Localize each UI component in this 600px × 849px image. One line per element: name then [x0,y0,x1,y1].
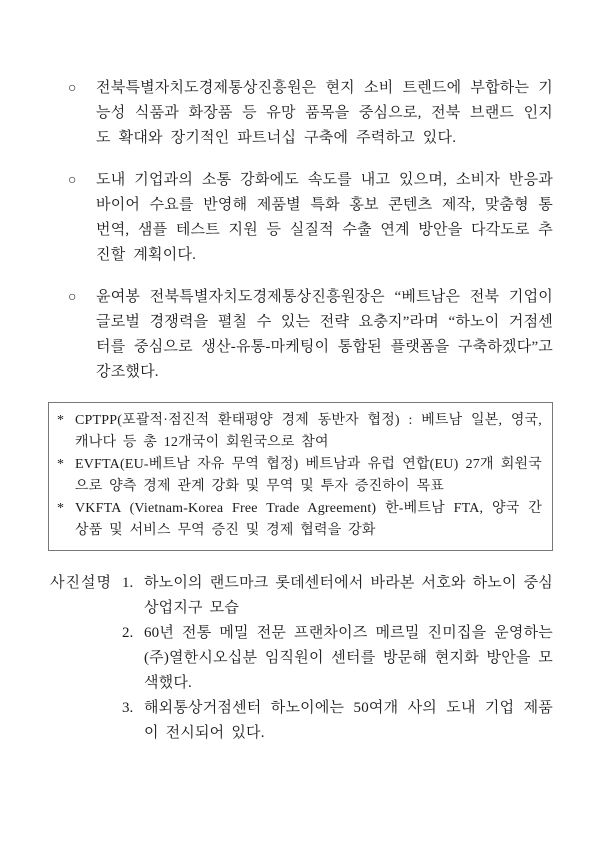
footnote-box [48,402,553,551]
footnote-item [57,454,542,498]
asterisk-marker-icon: * [57,457,64,472]
caption-text: 하노이의 랜드마크 롯데센터에서 바라본 서호와 하노이 중심 상업지구 모습 [143,575,553,616]
footnote-item [57,410,542,454]
asterisk-marker-icon: * [57,413,64,428]
caption-number: 3. [121,700,134,716]
photo-caption-label: 사진설명 [50,575,112,591]
footnote-text: CPTPP(포괄적·점진적 환태평양 경제 동반자 협정) : 베트남 일본, 영국, 캐나다 등 총 12개국이 회원국으로 참여 [75,413,542,450]
paragraph-text: 도내 기업과의 소통 강화에도 속도를 내고 있으며, 소비자 반응과 바이어 수요를 반영해 제품별 특화 홍보 콘텐츠 제작, 맞춤형 통번역, 샘플 테스트 지원 등 실질적 수출 연계 방안을 다각도로 추진할 계획이다. [96,172,553,263]
caption-text: 해외통상거점센터 하노이에는 50여개 사의 도내 기업 제품이 전시되어 있다. [143,700,553,741]
bullet-paragraph [68,76,553,151]
photo-caption-item [122,621,553,696]
photo-caption-item [122,696,553,746]
circle-bullet-icon: ○ [68,290,77,305]
footnote-item [57,498,542,542]
circle-bullet-icon: ○ [68,81,77,96]
caption-text: 60년 전통 메밀 전문 프랜차이즈 메르밀 진미집을 운영하는 (주)열한시오십분 임직원이 센터를 방문해 현지화 방안을 모색했다. [143,625,553,691]
bullet-paragraph [68,168,553,268]
footnote-text: EVFTA(EU-베트남 자유 무역 협정) 베트남과 유럽 연합(EU) 27개 회원국으로 양측 경제 관계 강화 및 무역 및 투자 증진하이 목표 [75,457,542,494]
paragraph-text: 윤여봉 전북특별자치도경제통상진흥원장은 “베트남은 전북 기업이 글로벌 경쟁력을 펼칠 수 있는 전략 요충지”라며 “하노이 거점센터를 중심으로 생산-유통-마케팅이 통합된 플랫폼을 구축하겠다”고 강조했다. [96,289,553,380]
photo-caption-list [122,571,553,746]
photo-caption-item [122,571,553,621]
circle-bullet-icon: ○ [68,173,77,188]
bullet-paragraphs [48,76,553,385]
paragraph-text: 전북특별자치도경제통상진흥원은 현지 소비 트렌드에 부합하는 기능성 식품과 화장품 등 유망 품목을 중심으로, 전북 브랜드 인지도 확대와 장기적인 파트너십 구축에 주력하고 있다. [96,80,553,146]
caption-number: 1. [121,575,134,591]
bullet-paragraph [68,285,553,385]
asterisk-marker-icon: * [57,501,64,516]
photo-caption-section [50,571,553,746]
caption-number: 2. [121,625,134,641]
footnote-text: VKFTA (Vietnam-Korea Free Trade Agreement) 한-베트남 FTA, 양국 간 상품 및 서비스 무역 증진 및 경제 협력을 강화 [75,501,542,538]
